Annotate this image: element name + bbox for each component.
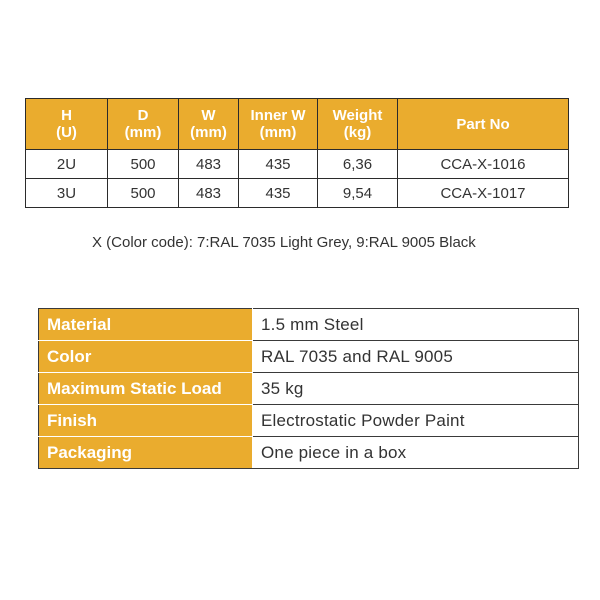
- cell-w: 483: [179, 150, 239, 179]
- spec-key: Maximum Static Load: [39, 373, 253, 405]
- header-h-label: H: [61, 107, 72, 124]
- table-row: [26, 150, 569, 179]
- specs-table: [38, 308, 579, 469]
- header-w-label: W: [201, 107, 216, 124]
- color-code-note: X (Color code): 7:RAL 7035 Light Grey, 9:RAL 9005 Black: [92, 234, 476, 251]
- header-w-unit: (mm): [190, 124, 227, 141]
- dimensions-table: [25, 98, 569, 208]
- header-d-unit: (mm): [124, 124, 162, 141]
- spec-row-max-static-load: [39, 373, 579, 405]
- header-w: [179, 99, 239, 150]
- header-d-label: D: [137, 107, 149, 124]
- spec-row-finish: [39, 405, 579, 437]
- cell-h: 3U: [26, 179, 108, 208]
- header-part-no-label: Part No: [456, 115, 510, 133]
- header-h-unit: (U): [56, 124, 77, 141]
- spec-key: Finish: [39, 405, 253, 437]
- spec-row-packaging: [39, 437, 579, 469]
- spec-row-material: [39, 309, 579, 341]
- dimensions-header-row: [26, 99, 569, 150]
- spec-value: 1.5 mm Steel: [253, 309, 579, 341]
- spec-key: Packaging: [39, 437, 253, 469]
- spec-value: 35 kg: [253, 373, 579, 405]
- header-d: [108, 99, 179, 150]
- spec-value: Electrostatic Powder Paint: [253, 405, 579, 437]
- cell-weight: 9,54: [318, 179, 398, 208]
- header-weight-label: Weight: [332, 107, 383, 124]
- cell-d: 500: [108, 150, 179, 179]
- cell-h: 2U: [26, 150, 108, 179]
- cell-d: 500: [108, 179, 179, 208]
- header-inner-w-unit: (mm): [259, 124, 297, 141]
- spec-key: Material: [39, 309, 253, 341]
- header-weight: [318, 99, 398, 150]
- spec-value: One piece in a box: [253, 437, 579, 469]
- header-inner-w: [239, 99, 318, 150]
- spec-value: RAL 7035 and RAL 9005: [253, 341, 579, 373]
- cell-inner-w: 435: [239, 179, 318, 208]
- cell-part-no: CCA-X-1016: [398, 150, 569, 179]
- header-part-no: [398, 99, 569, 150]
- spec-row-color: [39, 341, 579, 373]
- table-row: [26, 179, 569, 208]
- header-inner-w-label: Inner W: [250, 107, 306, 124]
- cell-part-no: CCA-X-1017: [398, 179, 569, 208]
- cell-w: 483: [179, 179, 239, 208]
- cell-weight: 6,36: [318, 150, 398, 179]
- header-h: [26, 99, 108, 150]
- header-weight-unit: (kg): [343, 124, 372, 141]
- spec-key: Color: [39, 341, 253, 373]
- cell-inner-w: 435: [239, 150, 318, 179]
